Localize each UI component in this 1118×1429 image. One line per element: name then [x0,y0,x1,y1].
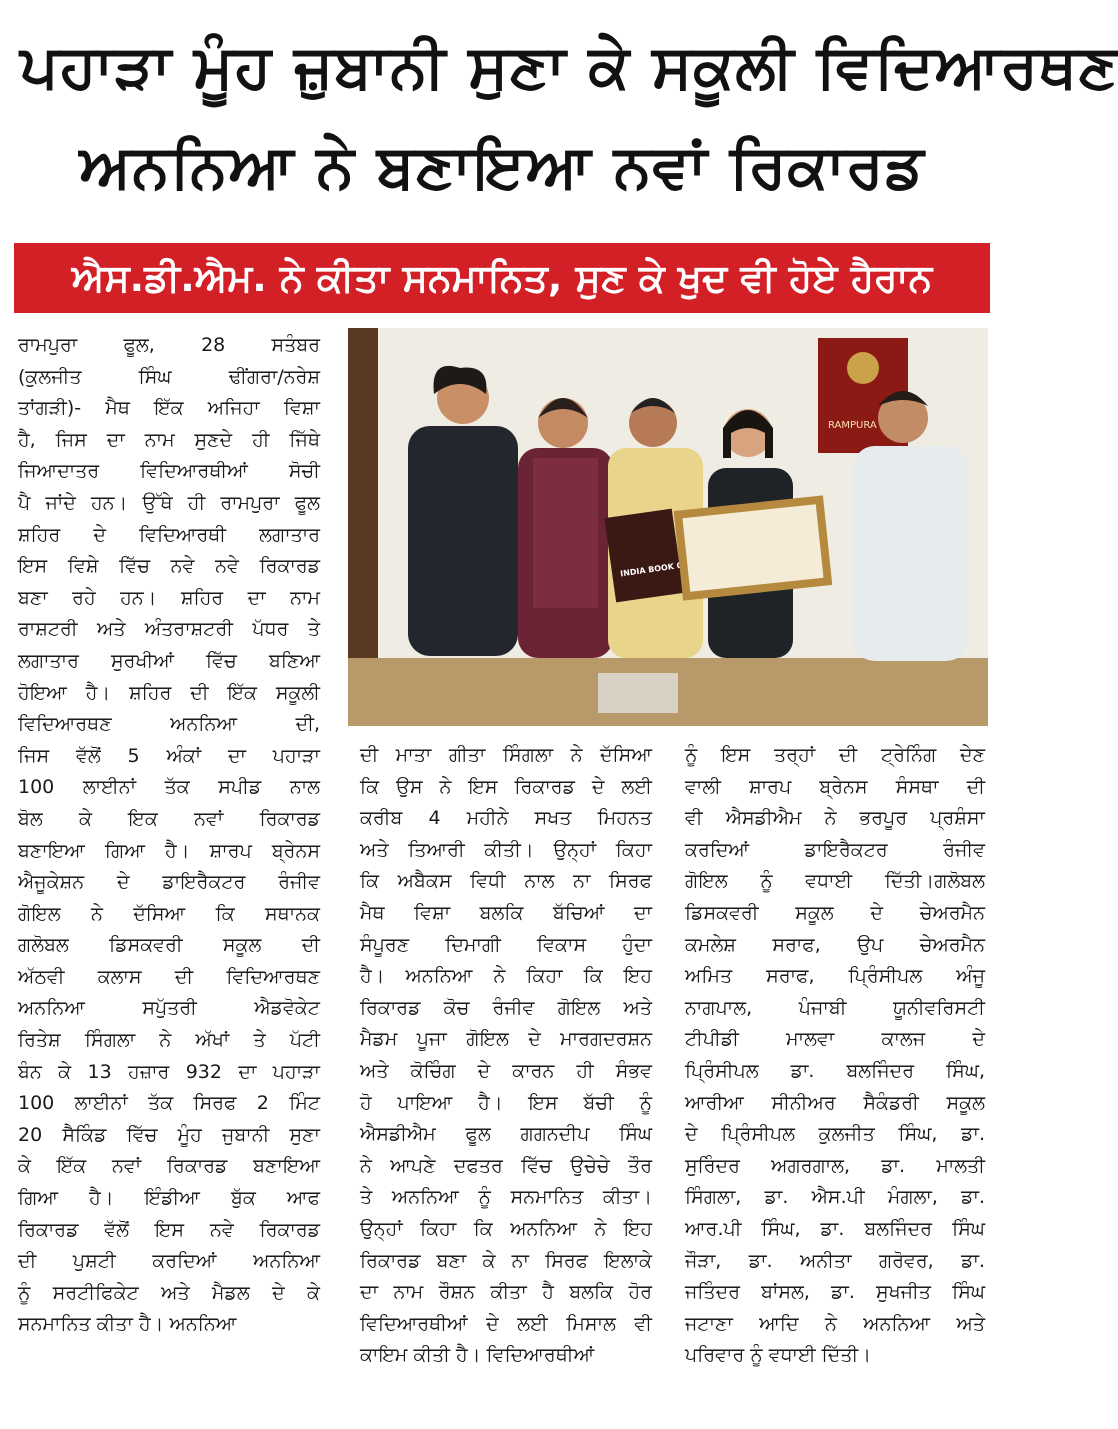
article-line: ਪ੍ਰਿੰਸੀਪਲ ਡਾ. ਬਲਜਿੰਦਰ ਸਿੰਘ, [685,1059,985,1082]
article-line: ਜਤਿੰਦਰ ਬਾਂਸਲ, ਡਾ. ਸੁਖਜੀਤ ਸਿੰਘ [685,1281,985,1304]
article-line: ਮੈਡਮ ਪੂਜਾ ਗੋਇਲ ਦੇ ਮਾਰਗਦਰਸ਼ਨ [360,1028,652,1051]
article-line: ਐਜੂਕੇਸ਼ਨ ਦੇ ਡਾਇਰੈਕਟਰ ਰੰਜੀਵ [18,871,320,894]
article-line: ਕਰਦਿਆਂ ਡਾਇਰੈਕਟਰ ਰੰਜੀਵ [685,838,985,861]
article-line: ਐਸਡੀਐਮ ਫੂਲ ਗਗਨਦੀਪ ਸਿੰਘ [360,1123,652,1146]
article-line: ਮੈਥ ਵਿਸ਼ਾ ਬਲਕਿ ਬੱਚਿਆਂ ਦਾ [360,901,652,924]
photo-illustration [348,328,988,726]
article-line: ਗੋਇਲ ਨੂੰ ਵਧਾਈ ਦਿੱਤੀ।ਗਲੋਬਲ [685,870,985,893]
article-line: ਡਿਸਕਵਰੀ ਸਕੂਲ ਦੇ ਚੇਅਰਮੈਨ [685,901,985,924]
article-line: ਹੈ, ਜਿਸ ਦਾ ਨਾਮ ਸੁਣਦੇ ਹੀ ਜਿੱਥੇ [18,428,320,451]
article-line: ਬਣਾ ਰਹੇ ਹਨ। ਸ਼ਹਿਰ ਦਾ ਨਾਮ [18,586,320,609]
article-line: ਹੈ। ਅਨਨਿਆ ਨੇ ਕਿਹਾ ਕਿ ਇਹ [360,965,652,988]
article-line: ਵਿਦਿਆਰਥੀਆਂ ਦੇ ਲਈ ਮਿਸਾਲ ਵੀ [360,1312,652,1335]
article-line: ਲਗਾਤਾਰ ਸੁਰਖੀਆਂ ਵਿੱਚ ਬਣਿਆ [18,649,320,672]
article-line: 100 ਲਾਈਨਾਂ ਤੱਕ ਸਪੀਡ ਨਾਲ [18,776,320,799]
article-line: ਕਿ ਉਸ ਨੇ ਇਸ ਰਿਕਾਰਡ ਦੇ ਲਈ [360,775,652,798]
article-line: ਹੋਇਆ ਹੈ। ਸ਼ਹਿਰ ਦੀ ਇੱਕ ਸਕੂਲੀ [18,681,320,704]
article-line: ਗੋਇਲ ਨੇ ਦੱਸਿਆ ਕਿ ਸਥਾਨਕ [18,902,320,925]
article-line: (ਕੁਲਜੀਤ ਸਿੰਘ ਢੀਂਗਰਾ/ਨਰੇਸ਼ [18,365,320,388]
article-line: ਕੇ ਇੱਕ ਨਵਾਂ ਰਿਕਾਰਡ ਬਣਾਇਆ [18,1155,320,1178]
article-line: ਤੇ ਅਨਨਿਆ ਨੂੰ ਸਨਮਾਨਿਤ ਕੀਤਾ। [360,1186,652,1209]
article-line: ਅਤੇ ਕੋਚਿੰਗ ਦੇ ਕਾਰਨ ਹੀ ਸੰਭਵ [360,1059,652,1082]
article-line: ਬੰਨ ਕੇ 13 ਹਜ਼ਾਰ 932 ਦਾ ਪਹਾੜਾ [18,1060,320,1083]
article-line: ਇਸ ਵਿਸ਼ੇ ਵਿੱਚ ਨਵੇ ਨਵੇ ਰਿਕਾਰਡ [18,555,320,578]
article-line: ਰਿਕਾਰਡ ਕੋਚ ਰੰਜੀਵ ਗੋਇਲ ਅਤੇ [360,996,652,1019]
article-line: ਸਨਮਾਨਿਤ ਕੀਤਾ ਹੈ। ਅਨਨਿਆ [18,1313,237,1336]
article-line: ਤਾਂਗੜੀ)- ਮੈਥ ਇੱਕ ਅਜਿਹਾ ਵਿਸ਼ਾ [18,397,320,420]
article-line: ਆਰੀਆ ਸੀਨੀਅਰ ਸੈਕੰਡਰੀ ਸਕੂਲ [685,1091,985,1114]
article-line: ਪੈ ਜਾਂਦੇ ਹਨ। ਉੱਥੇ ਹੀ ਰਾਮਪੁਰਾ ਫੂਲ [18,491,320,514]
article-line: ਜਟਾਣਾ ਆਦਿ ਨੇ ਅਨਨਿਆ ਅਤੇ [685,1312,985,1335]
article-line: ਰਾਸ਼ਟਰੀ ਅਤੇ ਅੰਤਰਾਸ਼ਟਰੀ ਪੱਧਰ ਤੇ [18,618,320,641]
article-line: ਸਿੰਗਲਾ, ਡਾ. ਐਸ.ਪੀ ਮੰਗਲਾ, ਡਾ. [685,1186,985,1209]
article-line: ਪਰਿਵਾਰ ਨੂੰ ਵਧਾਈ ਦਿੱਤੀ। [685,1344,872,1367]
article-column-2 [360,740,652,1372]
article-line: ਜਿਆਦਾਤਰ ਵਿਦਿਆਰਥੀਆਂ ਸੋਚੀ [18,460,320,483]
article-line: ਕਾਇਮ ਕੀਤੀ ਹੈ। ਵਿਦਿਆਰਥੀਆਂ [360,1344,595,1367]
subheadline-text: ਐਸ.ਡੀ.ਐਮ. ਨੇ ਕੀਤਾ ਸਨਮਾਨਿਤ, ਸੁਣ ਕੇ ਖੁਦ ਵੀ ਹੋਏ ਹੈਰਾਨ [71,255,933,300]
article-line: ਦੀ ਮਾਤਾ ਗੀਤਾ ਸਿੰਗਲਾ ਨੇ ਦੱਸਿਆ [360,744,652,766]
article-line: ਵੀ ਐਸਡੀਐਮ ਨੇ ਭਰਪੂਰ ਪ੍ਰਸ਼ੰਸਾ [685,807,985,830]
article-line: ਬਣਾਇਆ ਗਿਆ ਹੈ। ਸ਼ਾਰਪ ਬ੍ਰੇਨਸ [18,839,320,862]
article-line: ਰਾਮਪੁਰਾ ਫੂਲ, 28 ਸਤੰਬਰ [18,334,320,356]
article-line: ਦੇ ਪ੍ਰਿੰਸੀਪਲ ਕੁਲਜੀਤ ਸਿੰਘ, ਡਾ. [685,1123,985,1146]
photo-banner-text: RAMPURA [828,420,877,431]
article-line: ਅਨਨਿਆ ਸਪੁੱਤਰੀ ਐਡਵੋਕੇਟ [18,997,320,1020]
article-line: ਨੇ ਆਪਣੇ ਦਫਤਰ ਵਿੱਚ ਉਚੇਚੇ ਤੌਰ [360,1154,652,1177]
article-column-1 [18,330,320,1341]
article-line: ਕਿ ਅਬੈਕਸ ਵਿਧੀ ਨਾਲ ਨਾ ਸਿਰਫ [360,870,652,893]
article-line: ਅਤੇ ਤਿਆਰੀ ਕੀਤੀ। ਉਨ੍ਹਾਂ ਕਿਹਾ [360,838,652,861]
article-line: ਨੂੰ ਇਸ ਤਰ੍ਹਾਂ ਦੀ ਟ੍ਰੇਨਿੰਗ ਦੇਣ [685,744,985,766]
article-line: ਕਰੀਬ 4 ਮਹੀਨੇ ਸਖਤ ਮਿਹਨਤ [360,807,652,830]
news-photo [348,328,988,726]
article-line: ਕਮਲੇਸ਼ ਸਰਾਫ, ਉਪ ਚੇਅਰਮੈਨ [685,933,985,956]
article-line: ਅੱਠਵੀ ਕਲਾਸ ਦੀ ਵਿਦਿਆਰਥਣ [18,965,320,988]
article-line: ਨੂੰ ਸਰਟੀਫਿਕੇਟ ਅਤੇ ਮੈਡਲ ਦੇ ਕੇ [18,1281,320,1304]
article-line: ਦੀ ਪੁਸ਼ਟੀ ਕਰਦਿਆਂ ਅਨਨਿਆ [18,1250,320,1273]
article-line: 100 ਲਾਈਨਾਂ ਤੱਕ ਸਿਰਫ 2 ਮਿੰਟ [18,1092,320,1115]
article-line: ਸੰਪੂਰਣ ਦਿਮਾਗੀ ਵਿਕਾਸ ਹੁੰਦਾ [360,933,652,956]
article-line: ਬੋਲ ਕੇ ਇਕ ਨਵਾਂ ਰਿਕਾਰਡ [18,807,320,830]
headline-line-1: ਪਹਾੜਾ ਮੂੰਹ ਜ਼ੁਬਾਨੀ ਸੁਣਾ ਕੇ ਸਕੂਲੀ ਵਿਦਿਆਰਥਣ [20,32,1118,102]
article-line: ਗਲੋਬਲ ਡਿਸਕਵਰੀ ਸਕੂਲ ਦੀ [18,934,320,957]
article-line: ਆਰ.ਪੀ ਸਿੰਘ, ਡਾ. ਬਲਜਿੰਦਰ ਸਿੰਘ [685,1217,985,1240]
article-line: ਟੀਪੀਡੀ ਮਾਲਵਾ ਕਾਲਜ ਦੇ [685,1028,985,1051]
article-line: ਗਿਆ ਹੈ। ਇੰਡੀਆ ਬੁੱਕ ਆਫ [18,1187,320,1210]
article-line: ਉਨ੍ਹਾਂ ਕਿਹਾ ਕਿ ਅਨਨਿਆ ਨੇ ਇਹ [360,1217,652,1240]
article-line: ਨਾਗਪਾਲ, ਪੰਜਾਬੀ ਯੂਨੀਵਰਿਸਟੀ [685,996,985,1019]
article-line: ਜੌੜਾ, ਡਾ. ਅਨੀਤਾ ਗਰੋਵਰ, ਡਾ. [685,1249,985,1272]
article-line: ਸ਼ਹਿਰ ਦੇ ਵਿਦਿਆਰਥੀ ਲਗਾਤਾਰ [18,523,320,546]
article-line: ਹੋ ਪਾਇਆ ਹੈ। ਇਸ ਬੱਚੀ ਨੂੰ [360,1091,652,1114]
article-line: ਰਿਕਾਰਡ ਬਣਾ ਕੇ ਨਾ ਸਿਰਫ ਇਲਾਕੇ [360,1249,652,1272]
article-line: ਦਾ ਨਾਮ ਰੌਸ਼ਨ ਕੀਤਾ ਹੈ ਬਲਕਿ ਹੋਰ [360,1281,652,1304]
article-line: ਰਿਤੇਸ਼ ਸਿੰਗਲਾ ਨੇ ਅੱਖਾਂ ਤੇ ਪੱਟੀ [18,1029,320,1052]
headline-line-2: ਅਨਨਿਆ ਨੇ ਬਣਾਇਆ ਨਵਾਂ ਰਿਕਾਰਡ [79,132,925,202]
article-line: 20 ਸੈਕਿੰਡ ਵਿੱਚ ਮੂੰਹ ਜੁਬਾਨੀ ਸੁਣਾ [18,1123,320,1146]
article-line: ਅਮਿਤ ਸਰਾਫ, ਪ੍ਰਿੰਸੀਪਲ ਅੰਜੂ [685,965,985,988]
article-line: ਵਿਦਿਆਰਥਣ ਅਨਨਿਆ ਦੀ, [18,713,320,736]
photo-book-text: INDIA BOOK [619,561,675,579]
article-line: ਜਿਸ ਵੱਲੋਂ 5 ਅੰਕਾਂ ਦਾ ਪਹਾੜਾ [18,744,320,767]
article-line: ਰਿਕਾਰਡ ਵੱਲੋਂ ਇਸ ਨਵੇ ਰਿਕਾਰਡ [18,1218,320,1241]
article-line: ਸੁਰਿੰਦਰ ਅਗਰਗਾਲ, ਡਾ. ਮਾਲਤੀ [685,1154,985,1177]
article-column-3 [685,740,985,1372]
article-line: ਵਾਲੀ ਸ਼ਾਰਪ ਬ੍ਰੇਨਸ ਸੰਸਥਾ ਦੀ [685,775,985,798]
subheadline-banner [14,243,990,313]
